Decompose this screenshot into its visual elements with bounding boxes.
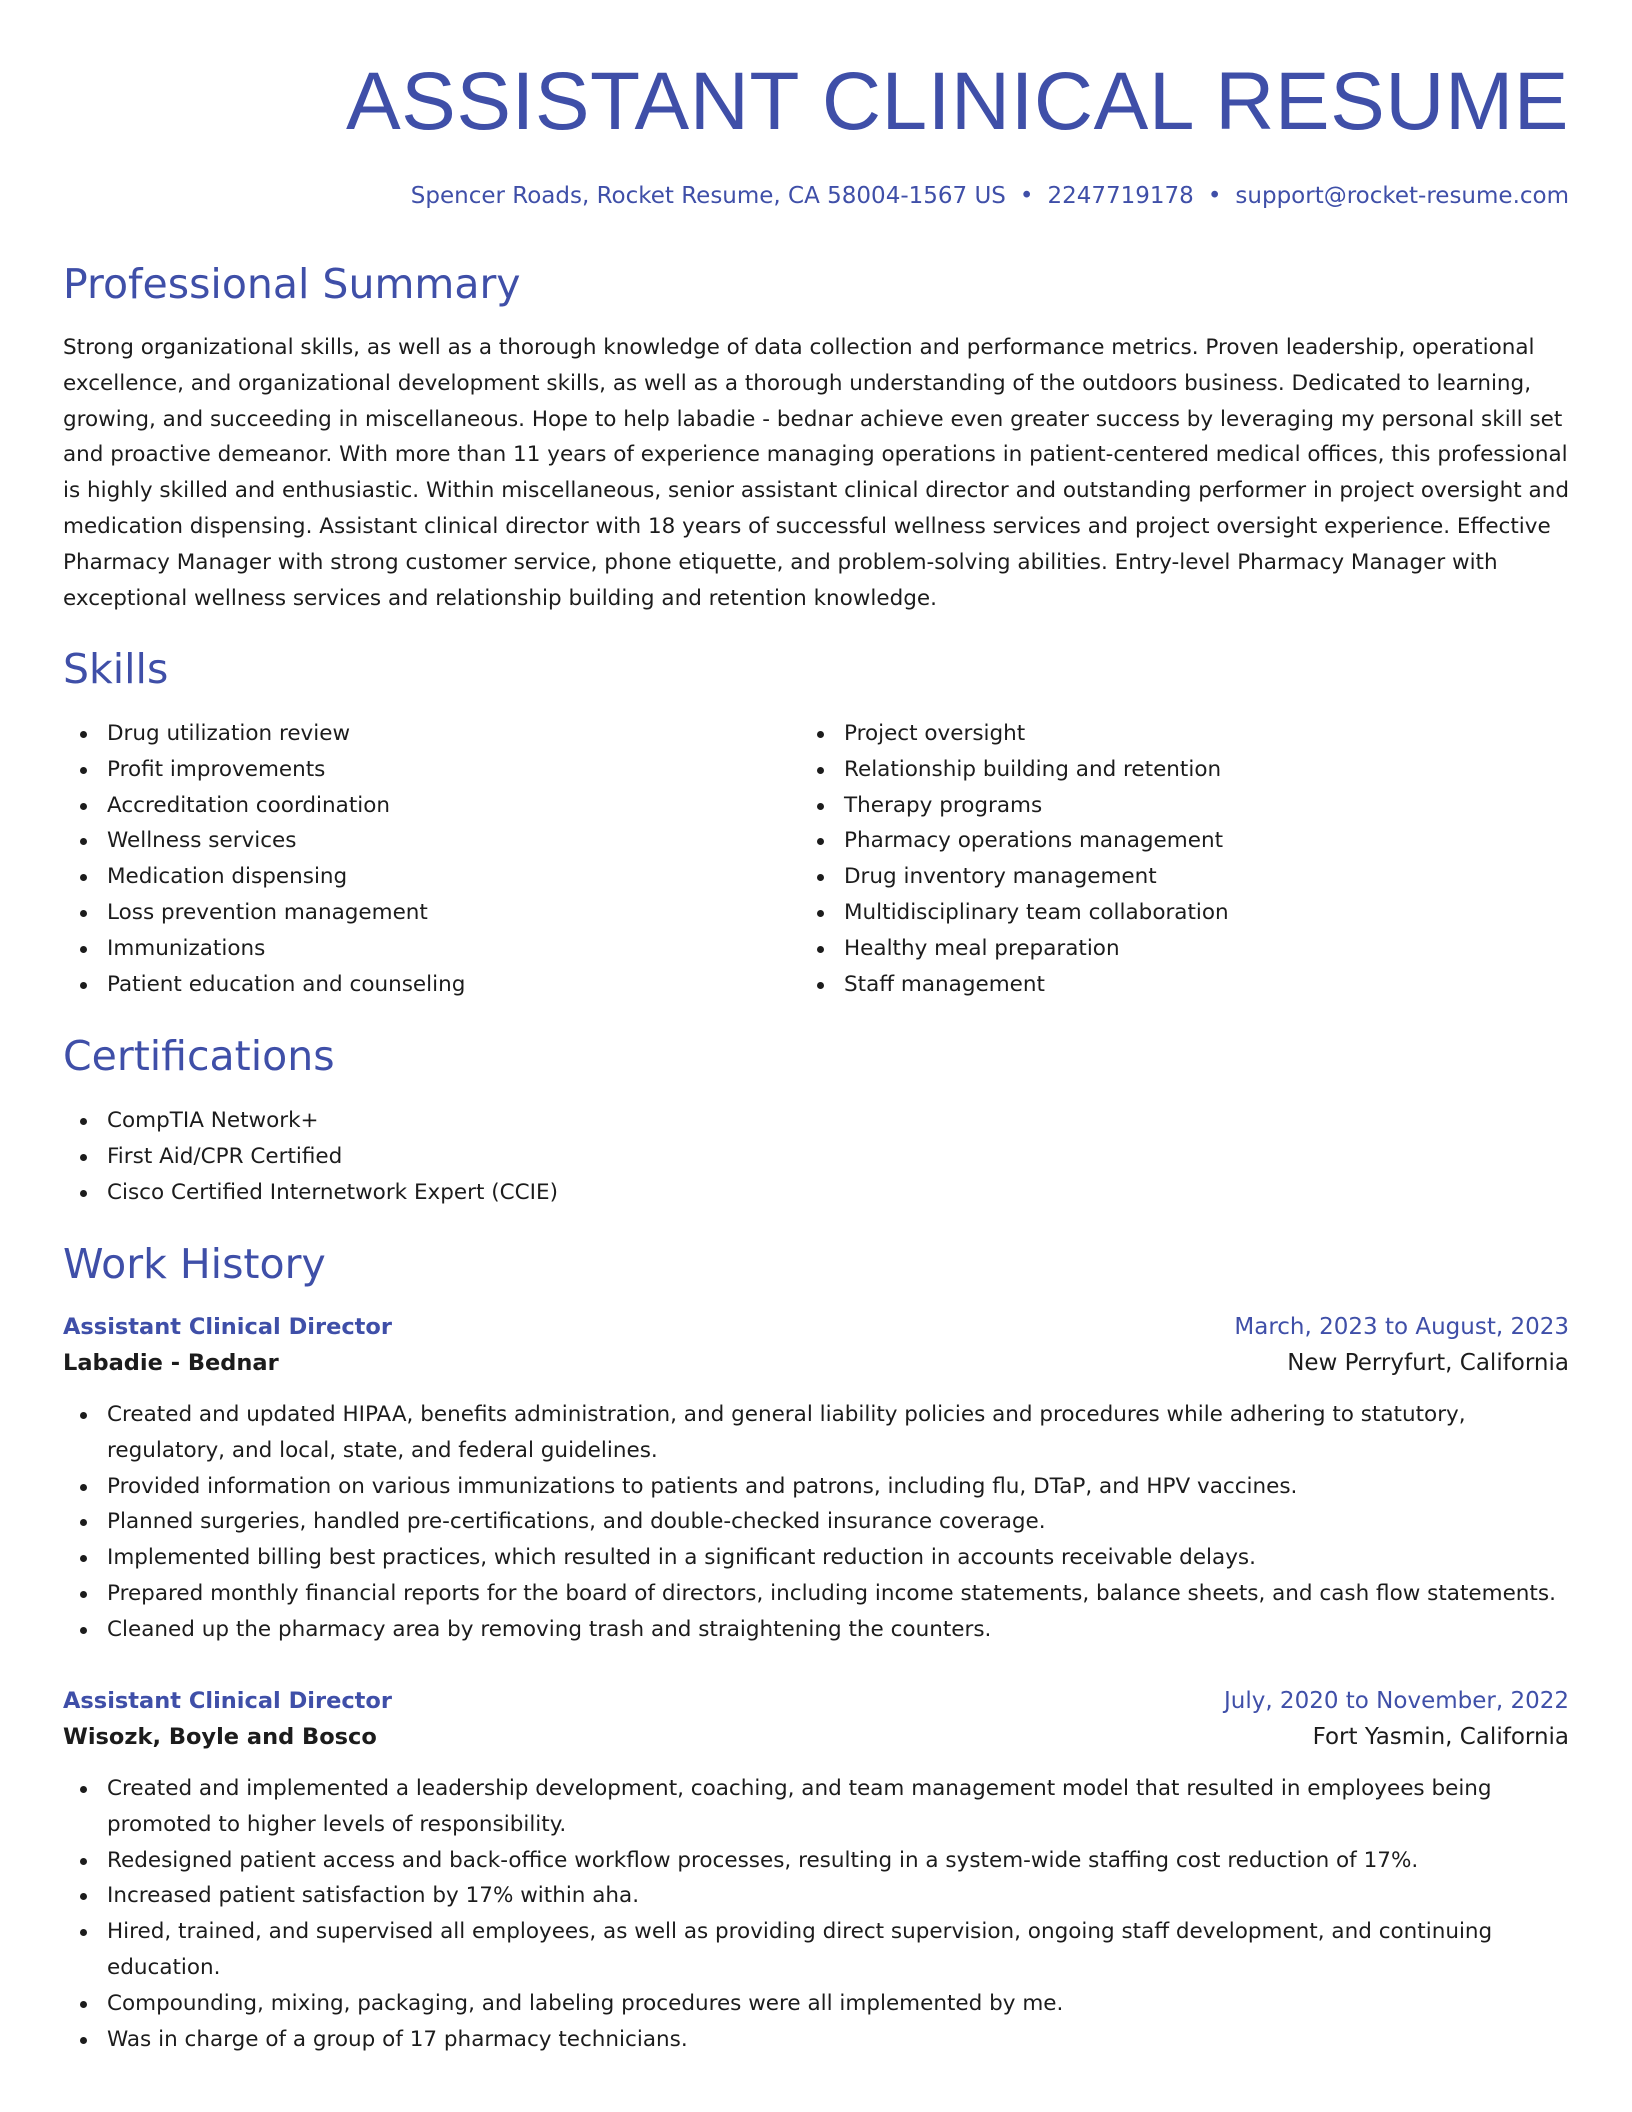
skill-item: Immunizations: [63, 931, 783, 967]
job-duty-item: Created and implemented a leadership development, coaching, and team management model that resulted in employees being promoted to higher levels of responsibility.: [63, 1771, 1569, 1843]
work-history-heading: Work History: [63, 1240, 326, 1288]
certification-item: CompTIA Network+: [63, 1103, 1569, 1139]
skill-item: Wellness services: [63, 823, 783, 859]
job-header-row: [63, 1310, 1569, 1344]
resume-title: ASSISTANT CLINICAL RESUME: [345, 56, 1569, 147]
job-company-row: [63, 1344, 1569, 1382]
skill-item: Multidisciplinary team collaboration: [800, 895, 1520, 931]
skill-item: Staff management: [800, 967, 1520, 1003]
certifications-list: [63, 1103, 1569, 1210]
job-duty-item: Created and updated HIPAA, benefits administration, and general liability policies and procedures while adhering to statutory, regulatory, and local, state, and federal guidelines.: [63, 1397, 1569, 1469]
contact-separator: •: [1019, 183, 1034, 209]
skills-list-right: [800, 716, 1520, 1002]
skill-item: Therapy programs: [800, 788, 1520, 824]
job-duty-item: Provided information on various immunizations to patients and patrons, including flu, DTaP, and HPV vaccines.: [63, 1469, 1569, 1505]
job-duty-item: Prepared monthly financial reports for the board of directors, including income statements, balance sheets, and cash flow statements.: [63, 1576, 1569, 1612]
job-duty-item: Planned surgeries, handled pre-certifications, and double-checked insurance coverage.: [63, 1504, 1569, 1540]
job-company: Wisozk, Boyle and Bosco: [63, 1724, 377, 1750]
skills-list-left: [63, 716, 783, 1002]
job-duty-item: Implemented billing best practices, which resulted in a significant reduction in accounts receivable delays.: [63, 1540, 1569, 1576]
job-duties-list: [63, 1397, 1569, 1648]
contact-phone: 2247719178: [1047, 183, 1194, 209]
job-entry: [63, 1310, 1569, 1648]
job-duty-item: Hired, trained, and supervised all employees, as well as providing direct supervision, ongoing staff development, and continuing education.: [63, 1914, 1569, 1986]
summary-heading: Professional Summary: [63, 260, 521, 308]
job-entry: [63, 1684, 1569, 2057]
skill-item: Drug inventory management: [800, 859, 1520, 895]
contact-email[interactable]: support@rocket-resume.com: [1235, 183, 1569, 209]
skill-item: Loss prevention management: [63, 895, 783, 931]
skill-item: Pharmacy operations management: [800, 823, 1520, 859]
certifications-heading: Certifications: [63, 1032, 335, 1080]
job-dates: July, 2020 to November, 2022: [1223, 1688, 1569, 1714]
skill-item: Profit improvements: [63, 752, 783, 788]
job-location: New Perryfurt, California: [1287, 1350, 1569, 1376]
contact-address: Spencer Roads, Rocket Resume, CA 58004-1567 US: [410, 183, 1006, 209]
summary-text: Strong organizational skills, as well as a thorough knowledge of data collection and performance metrics. Proven leadership, operational excellence, and organizational development skills, as well as a thorough understanding of the outdoors business. Dedicated to learning, growing, and succeeding in miscellaneous. Hope to help labadie - bednar achieve even greater success by leveraging my personal skill set and proactive demeanor. With more than 11 years of experience managing operations in patient-centered medical offices, this professional is highly skilled and enthusiastic. Within miscellaneous, senior assistant clinical director and outstanding performer in project oversight and medication dispensing. Assistant clinical director with 18 years of successful wellness services and project oversight experience. Effective Pharmacy Manager with strong customer service, phone etiquette, and problem-solving abilities. Entry-level Pharmacy Manager with exceptional wellness services and relationship building and retention knowledge.: [63, 335, 1569, 611]
skill-item: Project oversight: [800, 716, 1520, 752]
job-title: Assistant Clinical Director: [63, 1688, 392, 1714]
certification-item: Cisco Certified Internetwork Expert (CCIE): [63, 1175, 1569, 1211]
job-duty-item: Increased patient satisfaction by 17% within aha.: [63, 1878, 1569, 1914]
skill-item: Drug utilization review: [63, 716, 783, 752]
job-duty-item: Cleaned up the pharmacy area by removing trash and straightening the counters.: [63, 1612, 1569, 1648]
certification-item: First Aid/CPR Certified: [63, 1139, 1569, 1175]
job-duties-list: [63, 1771, 1569, 2057]
skill-item: Patient education and counseling: [63, 967, 783, 1003]
skill-item: Healthy meal preparation: [800, 931, 1520, 967]
job-header-row: [63, 1684, 1569, 1718]
job-dates: March, 2023 to August, 2023: [1234, 1314, 1569, 1340]
contact-separator: •: [1207, 183, 1222, 209]
skill-item: Accreditation coordination: [63, 788, 783, 824]
job-duty-item: Compounding, mixing, packaging, and labeling procedures were all implemented by me.: [63, 1986, 1569, 2022]
skill-item: Medication dispensing: [63, 859, 783, 895]
job-duty-item: Was in charge of a group of 17 pharmacy technicians.: [63, 2022, 1569, 2058]
job-title: Assistant Clinical Director: [63, 1314, 392, 1340]
skill-item: Relationship building and retention: [800, 752, 1520, 788]
job-duty-item: Redesigned patient access and back-office workflow processes, resulting in a system-wide staffing cost reduction of 17%.: [63, 1843, 1569, 1879]
job-company: Labadie - Bednar: [63, 1350, 279, 1376]
skills-heading: Skills: [63, 645, 169, 693]
job-company-row: [63, 1718, 1569, 1756]
job-location: Fort Yasmin, California: [1312, 1724, 1569, 1750]
contact-line: [411, 180, 1569, 212]
